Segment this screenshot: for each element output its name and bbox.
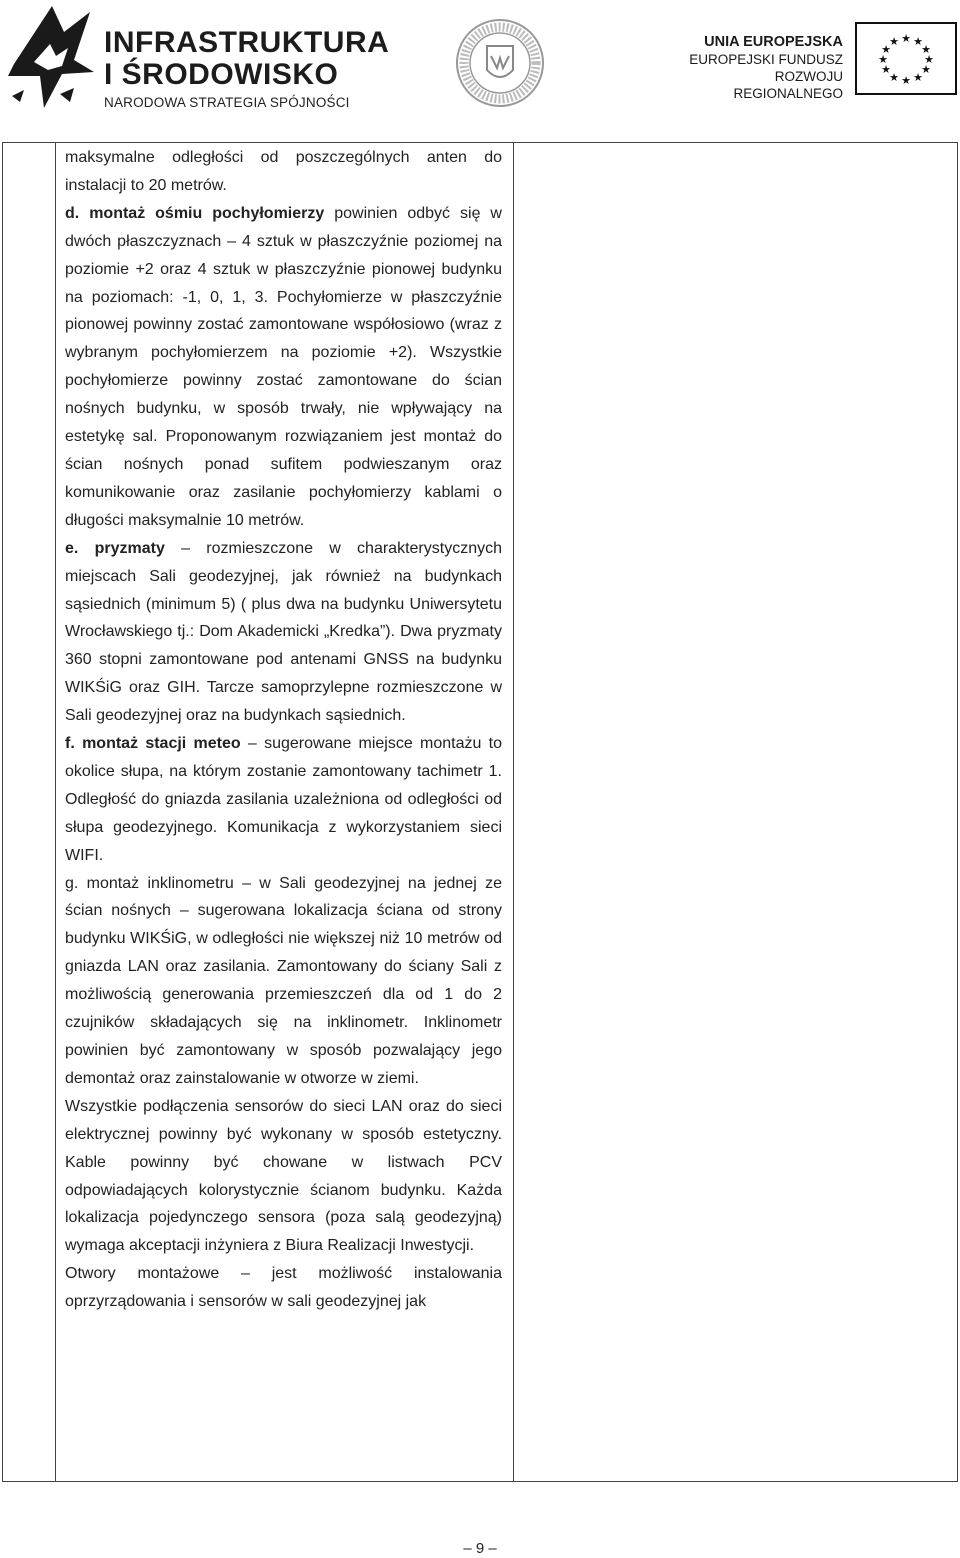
item-e-text: – rozmieszczone w charakterystycznych miejscach Sali geodezyjnej, jak również na budynkach sąsiednich (minimum 5) ( plus dwa na budynku Uniwersytetu Wrocławskiego tj.: Dom Akademicki „Kredka”). Dwa pryzmaty 360 stopni zamontowane pod antenami GNSS na budynku WIKŚiG oraz GIH. Tarcze samoprzylepne rozmieszczone w Sali geodezyjnej oraz na budynkach sąsiednich. [65,539,502,725]
svg-text:★: ★ [913,71,923,84]
page-header [0,0,960,115]
eu-fund-logo [676,34,843,102]
university-seal-icon [455,18,545,108]
paragraph-sensors: Wszystkie podłączenia sensorów do sieci LAN oraz do sieci elektrycznej powinny być wykonany w sposób estetyczny. Kable powinny być chowane w listwach PCV odpowiadających kolorystycznie ścianom budynku. Każda lokalizacja pojedynczego sensora (poza salą geodezyjną) wymaga akceptacji inżyniera z Biura Realizacji Inwestycji. [65,1097,502,1255]
page-number: – 9 – [463,1540,497,1557]
item-e [65,535,502,730]
paragraph-mounting-holes: Otwory montażowe – jest możliwość instalowania oprzyrządowania i sensorów w sali geodezyjnej jak [65,1265,502,1311]
eu-line-3: ROZWOJU REGIONALNEGO [733,69,843,101]
table-column-divider [55,143,56,1481]
document-body [65,144,502,1316]
svg-text:★: ★ [889,71,899,84]
svg-text:★: ★ [881,43,891,56]
item-d-text: powinien odbyć się w dwóch płaszczyznach – 4 sztuk w płaszczyźnie poziomej na poziomie +2 oraz 4 sztuk w płaszczyźnie pionowej budynku na poziomach: -1, 0, 1, 3. Pochyłomierze w płaszczyźnie pionowej powinny zostać zamontowane współosiowo (wraz z wybranym pochyłomierzem na poziomie +2). Wszystkie pochyłomierze powinny zostać zamontowane do ścian nośnych budynku, w sposób trwały, nie wpływający na estetykę sal. Proponowanym rozwiązaniem jest montaż do ścian nośnych ponad sufitem podwieszanym oraz komunikowanie oraz zasilanie pochyłomierzy kablami o długości maksymalnie 10 metrów. [65,204,502,529]
svg-text:★: ★ [889,35,899,48]
logo-line-3: NARODOWA STRATEGIA SPÓJNOŚCI [104,95,350,110]
item-f-title: montaż stacji meteo [82,735,241,753]
item-g: g. montaż inklinometru – w Sali geodezyjnej na jednej ze ścian nośnych – sugerowana lokalizacja ściana od strony budynku WIKŚiG, w odległości nie większej niż 10 metrów od gniazda LAN oraz zasilania. Zamontowany do ściany Sali z możliwością generowania przemieszczeń dla od 1 do 2 czujników składających się na inklinometr. Inklinometr powinien być zamontowany w sposób pozwalający jego demontaż oraz zainstalowanie w otworze w ziemi. [65,874,502,1087]
svg-text:★: ★ [913,35,923,48]
eu-line-2: EUROPEJSKI FUNDUSZ [689,52,843,67]
svg-text:★: ★ [881,63,891,76]
svg-text:★: ★ [901,32,911,45]
svg-text:★: ★ [921,63,931,76]
item-f-marker: f. [65,735,75,753]
svg-text:★: ★ [901,74,911,87]
svg-text:★: ★ [878,53,888,66]
item-d-marker: d. [65,204,80,222]
item-d-title: montaż ośmiu pochyłomierzy [89,204,325,222]
svg-text:★: ★ [921,43,931,56]
item-e-title: pryzmaty [94,539,165,557]
logo-line-2: I ŚRODOWISKO [104,58,339,91]
item-e-marker: e. [65,539,79,557]
eu-flag-icon [855,22,957,95]
infrastruktura-logo [4,4,390,110]
item-f [65,730,502,870]
paragraph-distance: maksymalne odległości od poszczególnych anten do instalacji to 20 metrów. [65,149,502,194]
item-f-text: – sugerowane miejsce montażu to okolice słupa, na którym zostanie zamontowany tachimetr 1. Odległość do gniazda zasilania uzależniona od odległości od słupa geodezyjnego. Komunikacja z wykorzystaniem sieci WIFI. [65,735,503,864]
eu-line-1: UNIA EUROPEJSKA [704,34,843,50]
svg-text:★: ★ [924,53,934,66]
star-emblem-icon [4,4,96,109]
logo-line-1: INFRASTRUKTURA [104,26,390,59]
item-d [65,200,502,535]
table-column-divider [513,143,514,1481]
